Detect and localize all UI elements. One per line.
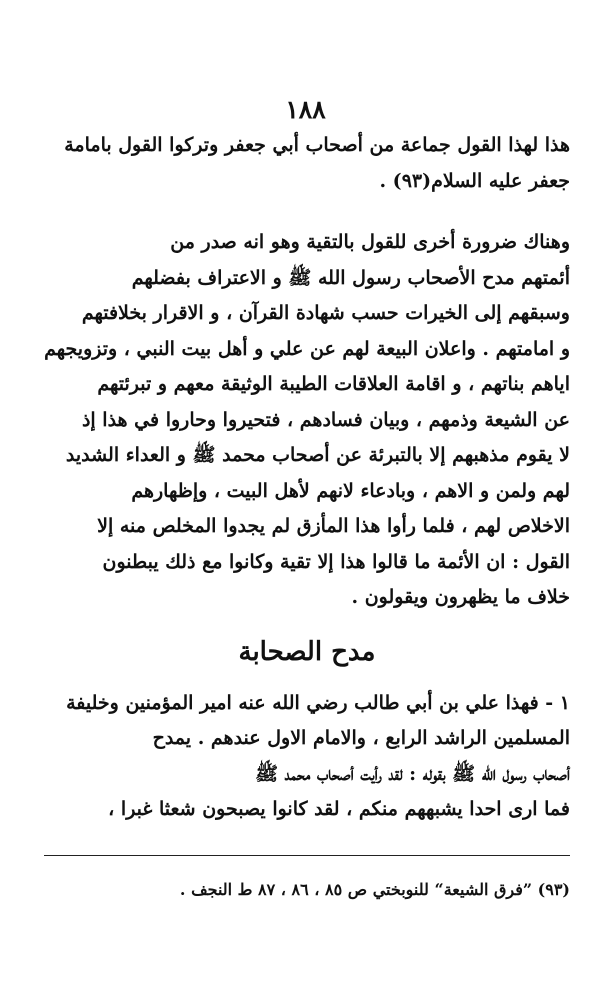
text-line: لهم ولمن و الاهم ، وبادعاء لانهم لأهل البيت ، وإظهارهم — [131, 479, 570, 502]
text-line: و امامتهم . واعلان البيعة لهم عن علي و أهل بيت النبي ، وتزويجهم — [44, 337, 570, 360]
text-line: جعفر عليه السلام(٩٣) . — [379, 169, 570, 192]
text-line: أصحاب رسول الله ﷺ بقوله : لقد رأيت أصحاب محمد ﷺ — [255, 762, 570, 785]
text-line: المسلمين الراشد الرابع ، والامام الاول عندهم . يمدح — [152, 727, 570, 749]
text-line: ١ - فهذا علي بن أبي طالب رضي الله عنه امير المؤمنين وخليفة — [66, 691, 570, 714]
text-line: القول : ان الأئمة ما قالوا هذا إلا تقية وكانوا مع ذلك يبطنون — [102, 550, 570, 573]
paragraph-1 — [44, 128, 570, 199]
text-line: خلاف ما يظهرون ويقولون . — [351, 586, 570, 608]
text-line: وهناك ضرورة أخرى للقول بالتقية وهو انه صدر من — [170, 231, 570, 253]
footnote-divider — [44, 855, 570, 856]
text-line: فما ارى احدا يشبههم منكم ، لقد كانوا يصبحون شعثا غبرا ، — [108, 798, 570, 820]
text-line: أئمتهم مدح الأصحاب رسول الله ﷺ و الاعتراف بفضلهم — [131, 266, 570, 289]
section-paragraph — [44, 686, 570, 828]
page-number: ١٨٨ — [285, 95, 326, 124]
text-line: لا يقوم مذهبهم إلا بالتبرئة عن أصحاب محمد ﷺ و العداء الشديد — [65, 444, 570, 466]
text-line: اياهم بناتهم ، و اقامة العلاقات الطيبة الوثيقة معهم و تبرئتهم — [97, 373, 570, 395]
paragraph-2 — [44, 225, 570, 616]
section-heading: مدح الصحابة — [238, 636, 376, 667]
text-line: وسبقهم إلى الخيرات حسب شهادة القرآن ، و الاقرار بخلافتهم — [81, 302, 570, 324]
text-line: هذا لهذا القول جماعة من أصحاب أبي جعفر وتركوا القول بامامة — [64, 134, 570, 156]
text-line: عن الشيعة وذمهم ، وبيان فسادهم ، فتحيروا وحاروا في هذا إذ — [81, 408, 570, 431]
page-body — [44, 128, 570, 828]
footnote: (٩٣) ”فرق الشيعة“ للنوبختي ص ٨٥ ، ٨٦ ، ٨٧ ط النجف . — [179, 880, 570, 899]
text-line: الاخلاص لهم ، فلما رأوا هذا المأزق لم يجدوا المخلص منه إلا — [97, 515, 570, 537]
